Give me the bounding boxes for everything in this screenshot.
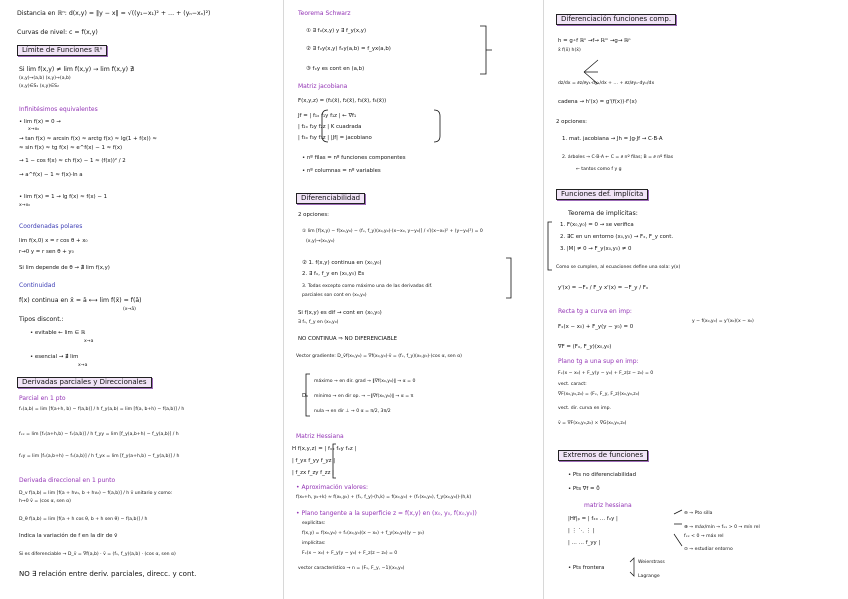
difer-options: 2 opciones:	[298, 212, 329, 218]
approx-heading: • Aproximación valores:	[296, 484, 369, 491]
gradient-min: mínimo → en dir op. → −‖∇f(x₀,y₀)‖ → α = π	[314, 394, 414, 399]
infinit-line-2: → tan f(x) ≈ arcsin f(x) ≈ arctg f(x) ≈ lg(1 + f(x)) ≈	[19, 136, 157, 142]
heading-parcial: Parcial en 1 pto	[19, 395, 66, 402]
hessian-cases-arrows	[674, 510, 682, 546]
composite-chain: cadena → h'(x) = g'(f(x))·f'(x)	[558, 99, 637, 105]
composite-options: 2 opciones:	[556, 119, 587, 125]
plane-implicit: implícitas:	[302, 541, 326, 546]
infinit-line-4: → 1 − cos f(x) ≈ ch f(x) − 1 ≈ (f(x))² / 2	[19, 158, 126, 164]
gradient-line: Vector gradiente: D_v̄f(x₀,y₀) = ∇f(x₀,y₀)·v̄ = (fₓ, f_y)(x₀,y₀)·(cos α, sen α)	[296, 354, 462, 359]
jac-note-1: • nº filas = nº funciones componentes	[302, 155, 406, 161]
parcial-line-3: fₓy = lim [fₓ(a,b+h) − fₓ(a,b)] / h f_yx = lim [f_y(a+h,b) − f_y(a,b)] / h	[19, 454, 180, 459]
jac-row-1: Jf = | f₁ₓ f₁y f₁z | ← ∇f₁	[298, 113, 357, 119]
difer-line-8: NO CONTINUA ⇒ NO DIFERENCIABLE	[298, 336, 398, 342]
extremos-1: • Pts no diferenciabilidad	[568, 472, 636, 478]
implicit-2: 2. ∃C en un entorno (x₀,y₀) → Fₓ, F_y cont.	[560, 234, 674, 240]
limit-line: Si lim f(x,y) ≠ lim f(x,y) → lim f(x,y) ∄	[19, 66, 134, 73]
extremos-2: • Pts ∇f = 0̄	[568, 486, 600, 492]
tangent-plane-grad: ∇F(x₀,y₀,z₀) = (Fₓ, F_y, F_z)(x₀,y₀,z₀)	[558, 392, 640, 397]
frontier-points: • Pts frontera	[568, 565, 605, 571]
composite-opt-2b: ← tantos como f y g	[576, 167, 622, 172]
implicit-1: 1. F(x₀,y₀) = 0 → se verifica	[560, 222, 634, 228]
discont-esencial-b: x→a	[78, 363, 88, 368]
plane-explicit-eq: f(x,y) = f(x₀,y₀) + fₓ(x₀,y₀)(x − x₀) + f_y(x₀,y₀)(y − y₀)	[302, 531, 425, 536]
frontier-brace	[630, 558, 634, 576]
hessian-brace	[333, 444, 336, 478]
discont-esencial: • esencial → ∄ lim	[30, 354, 79, 360]
heading-implicit: Funciones def. implícita	[556, 189, 648, 200]
polar-line-1: lim f(x,0) x = r cos θ + x₀	[19, 238, 88, 244]
composite-tree: dz/dx = ∂z/∂y₁·dy₁/dx + … + ∂z/∂yₙ·dyₙ/dx	[558, 81, 655, 86]
contin-line-1b: (x→ā)	[123, 307, 136, 312]
composite-opt-2: 2. árboles → C·B·A ← C = ∂ nº filas; B = ∂ nº filas	[562, 155, 674, 160]
gradient-brace	[306, 374, 310, 416]
direc-line-2: D_θ f(a,b) = lim [f(a + h cos θ, b + h sen θ) − f(a,b)] / h	[19, 517, 148, 522]
heading-schwarz: Teorema Schwarz	[298, 10, 351, 17]
hess-row-2: | f_yx f_yy f_yz |	[292, 458, 336, 464]
plane-implicit-eq: Fₓ(x − x₀) + F_y(y − y₀) + F_z(z − z₀) = 0	[302, 551, 398, 556]
composite-tree-diagram	[584, 60, 598, 84]
tangent-line-alt: y − f(x₀,y₀) = y'(x₀)(x − x₀)	[692, 319, 754, 324]
heading-tangent-line: Recta tg a curva en imp:	[558, 308, 632, 315]
gradient-dv: Dᵥ	[302, 393, 309, 399]
case-study: ⊙ → estudiar entorno	[684, 547, 733, 552]
implicit-conclusion: Como se cumplen, al ecuaciones define una sola: y(x)	[556, 265, 681, 270]
direc-line-4: Si es diferenciable → D_v̄ = ∇f(a,b) · v̄ = (fₓ, f_y)(a,b) · (cos α, sen α)	[19, 552, 176, 557]
composite-map-b: x̄ f(x̄) h(x̄)	[558, 48, 581, 53]
jac-row-3: | f₃ₓ f₃y f₃z | |Jf| = jacobiano	[298, 135, 372, 141]
hess-row-3: | f_zx f_zy f_zz |	[292, 470, 334, 476]
col3-diagrams	[544, 0, 848, 599]
plane-explicit: explícitas:	[302, 521, 326, 526]
approx-line: f(x₀+h, y₀+k) ≈ f(x₀,y₀) + (fₓ, f_y)·(h,k) = f(x₀,y₀) + (fₓ(x₀,y₀), f_y(x₀,y₀))·(h,k)	[296, 495, 472, 500]
frontier-lagrange: Lagrange	[638, 574, 660, 579]
difer-line-1: ① lim [f(x,y) − f(x₀,y₀) − (fₓ, f_y)(x₀,y₀)·(x−x₀, y−y₀)] / √((x−x₀)² + (y−y₀)²) = 0	[302, 229, 483, 234]
curve-dir-eq: v̄ = ∇F(x₀,y₀,z₀) × ∇G(x₀,y₀,z₀)	[558, 421, 627, 426]
plane-heading: • Plano tangente a la superficie z = f(x,y) en (x₀, y₀, f(x₀,y₀))	[296, 510, 477, 517]
heading-composite: Diferenciación funciones comp.	[556, 14, 676, 25]
heading-direccional: Derivada direccional en 1 punto	[19, 477, 116, 484]
jac-row-2: | f₂ₓ f₂y f₂z | K cuadrada	[298, 124, 362, 130]
hessian-row-1: |Hf|ₚ = | fₓₓ … fₓy |	[568, 516, 618, 522]
heading-derivadas: Derivadas parciales y Direccionales	[17, 377, 152, 388]
infinit-line-6b: x→x₀	[19, 203, 31, 208]
heading-hessian-matrix: matriz hessiana	[584, 502, 632, 509]
level-curves: Curvas de nivel: c = f(x,y)	[17, 29, 98, 36]
composite-opt-1: 1. mat. jacobiana → Jh = Jg·Jf → C·B·A	[562, 136, 663, 142]
implicit-3: 3. |M| ≠ 0 → F_y(x₀,y₀) ≠ 0	[560, 246, 632, 252]
composite-map: h = g∘f ℝⁿ →f→ ℝᵐ →g→ ℝᵖ	[558, 38, 631, 44]
case-maxmin: ⊕ → máx/mín → fₓₓ > 0 → mín rel	[684, 525, 760, 530]
parcial-line-1: fₓ(a,b) = lim [f(a+h, b) − f(a,b)] / h f_y(a,b) = lim [f(a, b+h) − f(a,b)] / h	[19, 407, 185, 412]
polar-line-2: r→0 y = r sen θ + y₀	[19, 249, 74, 255]
tangent-line-grad: ∇F = (Fₓ, F_y)(x₀,y₀)	[558, 344, 612, 350]
difer-line-3: 2. ∃ fₓ, f_y en (x₀,y₀) Es	[302, 271, 365, 277]
column-3	[543, 0, 848, 599]
schwarz-3: ③ fₓy es cont en (a,b)	[306, 66, 365, 72]
col2-brackets	[284, 0, 544, 599]
heading-extremos: Extremos de funciones	[558, 450, 648, 461]
schwarz-brace	[480, 26, 492, 74]
difer-line-1b: (x,y)→(x₀,y₀)	[306, 239, 335, 244]
jacobian-matrix-bars	[322, 110, 440, 142]
difer-brace	[506, 258, 511, 298]
gradient-max: máximo → en dir. grad → ‖∇f(x₀,y₀)‖ → α = 0	[314, 379, 416, 384]
hessian-row-3: | … … f_yy |	[568, 540, 601, 546]
limit-sub: (x,y)→(a,b) (x,y)→(a,b)	[19, 76, 71, 81]
polar-line-3: Si lim depende de θ → ∄ lim f(x,y)	[19, 265, 110, 271]
infinit-line-6: • lim f(x) = 1 → lg f(x) ≈ f(x) − 1	[19, 194, 108, 200]
case-max: fₓₓ < 0 → máx rel	[684, 534, 724, 539]
direc-line-1b: h→0 v̄ = (cos α, sen α)	[19, 499, 71, 504]
distance-formula: Distancia en ℝⁿ: d(x,y) = ‖y − x‖ = √((y₁−x₁)² + … + (yₙ−xₙ)²)	[17, 10, 211, 17]
hess-row-1: H f(x,y,z) = | fₓₓ fₓy fₓz |	[292, 446, 357, 452]
direc-line-1: D_v f(a,b) = lim [f(a + hv₁, b + hv₂) − f(a,b)] / h v̄ unitario y como:	[19, 491, 173, 496]
hessian-row-2: | ⋮ ⋱ ⋮ |	[568, 528, 595, 534]
difer-line-2: ② 1. f(x,y) continua en (x₀,y₀)	[302, 260, 382, 266]
heading-diferenciabilidad: Diferenciabilidad	[296, 193, 365, 204]
difer-line-6: Si f(x,y) es dif → cont en (x₀,y₀)	[298, 310, 382, 316]
tangent-line-eq: Fₓ(x − x₀) + F_y(y − y₀) = 0	[558, 324, 634, 330]
limit-sub2: (x,y)∈S₁ (x,y)∈S₂	[19, 84, 59, 89]
column-2	[283, 0, 544, 599]
jac-note-2: • nº columnas = nº variables	[302, 168, 381, 174]
difer-line-7: ∃ fₓ, f_y en (x₀,y₀)	[298, 320, 339, 325]
discont-types: Tipos discont.:	[19, 316, 64, 323]
heading-hessiana: Matriz Hessiana	[296, 433, 344, 440]
heading-tangent-plane: Plano tg a una sup en imp:	[558, 358, 639, 365]
column-1	[0, 0, 283, 599]
schwarz-2: ② ∃ fₓy(x,y) fₓy(a,b) = f_yx(a,b)	[306, 46, 391, 52]
infinit-line-3: ≈ sin f(x) ≈ tg f(x) ≈ e^f(x) − 1 ≈ f(x)	[19, 145, 123, 151]
tangent-plane-eq: Fₓ(x − x₀) + F_y(y − y₀) + F_z(z − z₀) = 0	[558, 371, 654, 376]
schwarz-1: ① ∃ fₓ(x,y) y ∃ f_y(x,y)	[306, 28, 367, 34]
difer-line-4: 3. Todas excepto como máximo una de las derivadas dif.	[302, 284, 433, 289]
tangent-plane-vect: vect. caract:	[558, 382, 587, 387]
jac-line-1: F(x,y,z) = (f₁(x̄), f₂(x̄), f₃(x̄), f₄(x̄))	[298, 98, 387, 104]
discont-evitable: • evitable ← lim ∈ ℝ	[30, 330, 86, 336]
difer-line-5: parciales son cont en (x₀,y₀)	[302, 293, 367, 298]
infinit-line-1: • lim f(x) = 0 →	[19, 119, 61, 125]
heading-limite: Límite de Funciones ℝⁿ	[17, 45, 107, 56]
implicit-theorem: Teorema de implícitas:	[568, 210, 638, 217]
gradient-null: nula → en dir ⊥ → 0 α = π/2, 3π/2	[314, 409, 391, 414]
heading-polares: Coordenadas polares	[19, 223, 83, 230]
curve-dir-label: vect. dir. curva en imp.	[558, 406, 612, 411]
heading-jacobiana: Matriz jacobiana	[298, 83, 348, 90]
case-saddle: ⊖ → Pto silla	[684, 511, 713, 516]
infinit-line-1b: x→x₀	[28, 127, 40, 132]
direc-line-5: NO ∃ relación entre deriv. parciales, direcc. y cont.	[19, 570, 197, 578]
infinit-line-5: → a^f(x) − 1 ≈ f(x)·ln a	[19, 172, 83, 178]
direc-line-3: Indica la variación de f en la dir de v̄	[19, 533, 118, 539]
implicit-brace	[548, 222, 552, 270]
discont-evitable-b: x→a	[84, 339, 94, 344]
parcial-line-2: fₓₓ = lim [fₓ(a+h,b) − fₓ(a,b)] / h f_yy = lim [f_y(a,b+h) − f_y(a,b)] / h	[19, 432, 179, 437]
plane-vector: vector característico → n = (Fₓ, F_y, −1)(x₀,y₀)	[298, 566, 405, 571]
heading-continuidad: Continuidad	[19, 282, 56, 289]
implicit-derivative: y'(x) = −Fₓ / F_y x'(x) = −F_y / Fₓ	[558, 285, 649, 291]
heading-infinitesimos: Infinitésimos equivalentes	[19, 106, 98, 113]
contin-line-1: f(x) continua en x̄ = ā ⟷ lim f(x̄) = f(ā)	[19, 297, 142, 304]
frontier-weierstrass: Weierstrass	[638, 560, 665, 565]
